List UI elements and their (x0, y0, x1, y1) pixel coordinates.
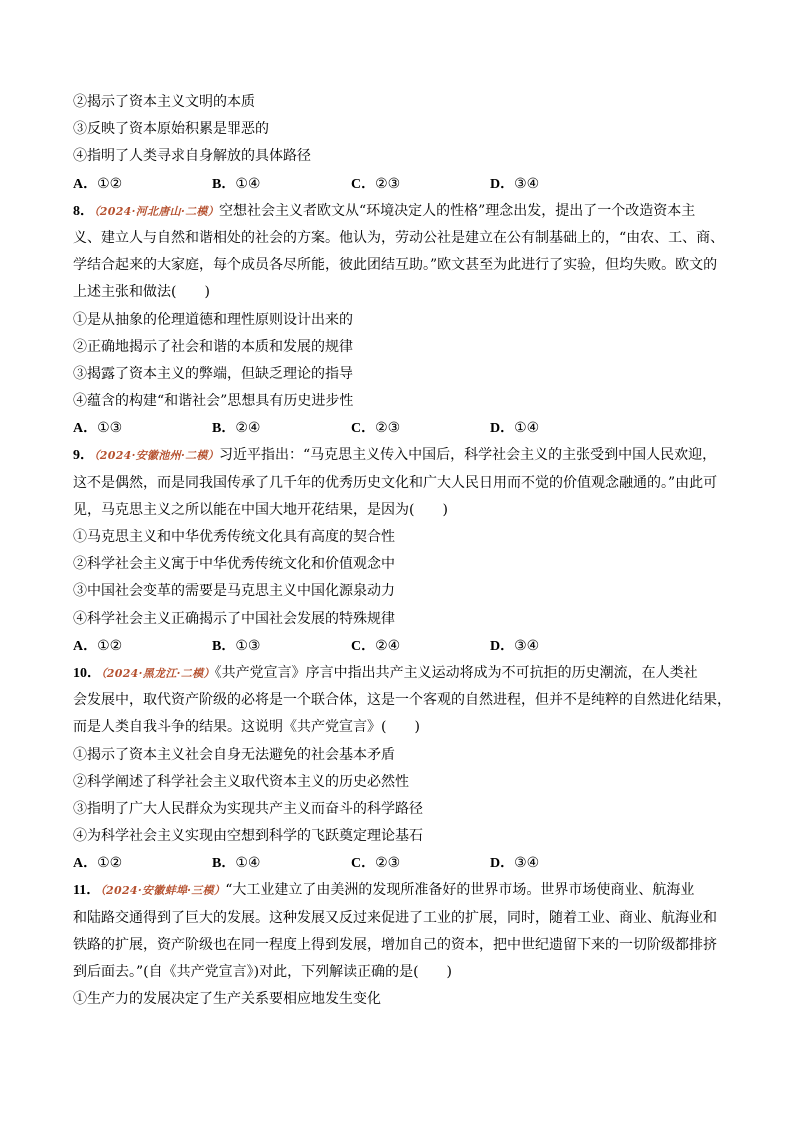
question-source: （2024·安徽蚌埠·三模） (100, 884, 226, 898)
prev-question (73, 89, 725, 198)
question-source: （2024·河北唐山·二模） (94, 204, 219, 218)
answer-choices (73, 633, 725, 660)
choice-b[interactable]: B．②④ (212, 420, 261, 437)
choice-c[interactable]: C．②③ (351, 175, 401, 192)
question-11 (73, 877, 725, 1013)
question-stem-line: 上述主张和做法( ) (73, 284, 210, 301)
question-stem-line: 会发展中，取代资产阶级的必将是一个联合体，这是一个客观的自然进程，但并不是纯粹的自然进化结果， (73, 692, 731, 709)
option-line: ④指明了人类寻求自身解放的具体路径 (73, 148, 311, 165)
option-line: ②揭示了资本主义文明的本质 (73, 94, 255, 110)
choice-a[interactable]: A．①② (73, 855, 123, 872)
question-stem-line: 8．（2024·河北唐山·二模）空想社会主义者欧文从“环境决定人的性格”理念出发，提出了一个改造资本主 (73, 202, 696, 219)
answer-choices (73, 171, 725, 198)
question-stem-line: 10．（2024·黑龙江·二模）《共产党宣言》序言中指出共产主义运动将成为不可抗拒的历史潮流，在人类社 (73, 664, 698, 681)
question-number: 10． (73, 665, 101, 681)
option-line: ③中国社会变革的需要是马克思主义中国化源泉动力 (73, 583, 395, 600)
question-10 (73, 660, 731, 878)
choice-d[interactable]: D．③④ (490, 175, 540, 192)
question-number: 8． (73, 203, 94, 219)
choice-b[interactable]: B．①④ (212, 175, 261, 192)
option-line: ①是从抽象的伦理道德和理性原则设计出来的 (73, 311, 353, 328)
option-line: ②正确地揭示了社会和谐的本质和发展的规律 (73, 338, 353, 355)
question-stem-line: 义、建立人与自然和谐相处的社会的方案。他认为，劳动公社是建立在公有制基础上的，“由农、工、商、 (73, 229, 725, 246)
question-source: （2024·黑龙江·二模） (101, 666, 215, 680)
answer-choices (73, 415, 725, 442)
option-line: ④为科学社会主义实现由空想到科学的飞跃奠定理论基石 (73, 828, 423, 845)
answer-choices (73, 850, 725, 877)
choice-d[interactable]: D．③④ (490, 855, 540, 872)
question-9 (73, 442, 725, 660)
option-line: ②科学阐述了科学社会主义取代资本主义的历史必然性 (73, 773, 409, 790)
question-stem-line: 铁路的扩展，资产阶级也在同一程度上得到发展，增加自己的资本，把中世纪遗留下来的一切阶级都排挤 (73, 936, 717, 953)
option-line: ③指明了广大人民群众为实现共产主义而奋斗的科学路径 (73, 800, 423, 817)
choice-d[interactable]: D．③④ (490, 637, 540, 654)
option-line: ①生产力的发展决定了生产关系要相应地发生变化 (73, 991, 381, 1008)
option-line: ①揭示了资本主义社会自身无法避免的社会基本矛盾 (73, 746, 395, 763)
question-source: （2024·安徽池州·二模） (94, 449, 219, 463)
option-line: ④蕴含的构建“和谐社会”思想具有历史进步性 (73, 393, 354, 410)
choice-a[interactable]: A．①② (73, 637, 123, 654)
choice-b[interactable]: B．①③ (212, 637, 261, 654)
option-line: ②科学社会主义寓于中华优秀传统文化和价值观念中 (73, 556, 395, 573)
choice-a[interactable]: A．①② (73, 175, 123, 192)
option-line: ④科学社会主义正确揭示了中国社会发展的特殊规律 (73, 610, 395, 627)
question-stem-line: 和陆路交通得到了巨大的发展。这种发展又反过来促进了工业的扩展，同时，随着工业、商业、航海业和 (73, 909, 717, 926)
question-number: 9． (73, 448, 94, 464)
question-stem-line: 到后面去。”(自《共产党宣言》)对此，下列解读正确的是( ) (73, 964, 453, 980)
question-stem-line: 见，马克思主义之所以能在中国大地开花结果，是因为( ) (73, 501, 448, 518)
choice-c[interactable]: C．②③ (351, 855, 401, 872)
option-line: ③揭露了资本主义的弊端，但缺乏理论的指导 (73, 365, 353, 382)
option-line: ①马克思主义和中华优秀传统文化具有高度的契合性 (73, 529, 395, 545)
choice-d[interactable]: D．①④ (490, 420, 540, 437)
choice-b[interactable]: B．①④ (212, 855, 261, 872)
question-8 (73, 198, 725, 443)
option-line: ③反映了资本原始积累是罪恶的 (73, 121, 269, 138)
choice-c[interactable]: C．②③ (351, 420, 401, 437)
question-stem-line: 学结合起来的大家庭，每个成员各尽所能，彼此团结互助。”欧文甚至为此进行了实验，但均失败。欧文的 (73, 257, 718, 274)
question-number: 11． (73, 883, 101, 899)
document-page (73, 89, 731, 1013)
question-stem-line: 11．（2024·安徽蚌埠·三模）“大工业建立了由美洲的发现所准备好的世界市场。世界市场使商业、航海业 (73, 882, 695, 899)
question-stem-line: 这不是偶然，而是同我国传承了几千年的优秀历史文化和广大人民日用而不觉的价值观念融通的。”由此可 (73, 474, 718, 491)
question-stem-line: 而是人类自我斗争的结果。这说明《共产党宣言》( ) (73, 719, 420, 736)
choice-a[interactable]: A．①③ (73, 420, 123, 437)
question-stem-line: 9．（2024·安徽池州·二模）习近平指出：“马克思主义传入中国后，科学社会主义的主张受到中国人民欢迎， (73, 447, 717, 464)
choice-c[interactable]: C．②④ (351, 637, 401, 654)
